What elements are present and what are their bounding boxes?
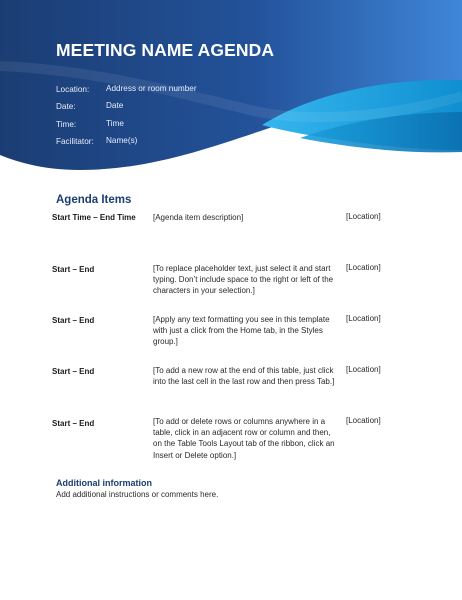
agenda-row-location: [Location] xyxy=(346,263,381,272)
agenda-row-location: [Location] xyxy=(346,314,381,323)
agenda-row-description: [Apply any text formatting you see in this template with just a click from the Home tab, in the Styles group.] xyxy=(153,315,330,347)
agenda-row-description: [To add or delete rows or columns anywhere in a table, click in an adjacent row or column and then, on the Table Tools Layout tab of the ribbon, click an Insert or Delete option.] xyxy=(153,417,335,460)
agenda-row-time: Start Time – End Time xyxy=(52,213,136,222)
agenda-row-time: Start – End xyxy=(52,316,95,325)
time-label: Time: xyxy=(56,120,77,129)
agenda-row-location: [Location] xyxy=(346,416,381,425)
agenda-row-time: Start – End xyxy=(52,419,95,428)
date-label: Date: xyxy=(56,102,76,111)
agenda-row-time: Start – End xyxy=(52,367,95,376)
location-value: Address or room number xyxy=(106,84,197,93)
location-label: Location: xyxy=(56,85,90,94)
date-value: Date xyxy=(106,101,124,110)
time-value: Time xyxy=(106,119,124,128)
facilitator-label: Facilitator: xyxy=(56,137,94,146)
additional-information-text: Add additional instructions or comments here. xyxy=(56,490,219,499)
agenda-items-heading: Agenda Items xyxy=(56,194,132,206)
agenda-row-time: Start – End xyxy=(52,265,95,274)
meeting-title: MEETING NAME AGENDA xyxy=(56,40,275,60)
agenda-row-description: [To replace placeholder text, just select it and start typing. Don’t include space to the right or left of the characters in your selection.] xyxy=(153,264,334,296)
facilitator-value: Name(s) xyxy=(106,136,138,145)
agenda-row-location: [Location] xyxy=(346,365,381,374)
additional-information-heading: Additional information xyxy=(56,478,152,488)
agenda-row-description: [Agenda item description] xyxy=(153,213,244,222)
agenda-row-description: [To add a new row at the end of this table, just click into the last cell in the last row and then press Tab.] xyxy=(153,366,335,387)
agenda-row-location: [Location] xyxy=(346,212,381,221)
